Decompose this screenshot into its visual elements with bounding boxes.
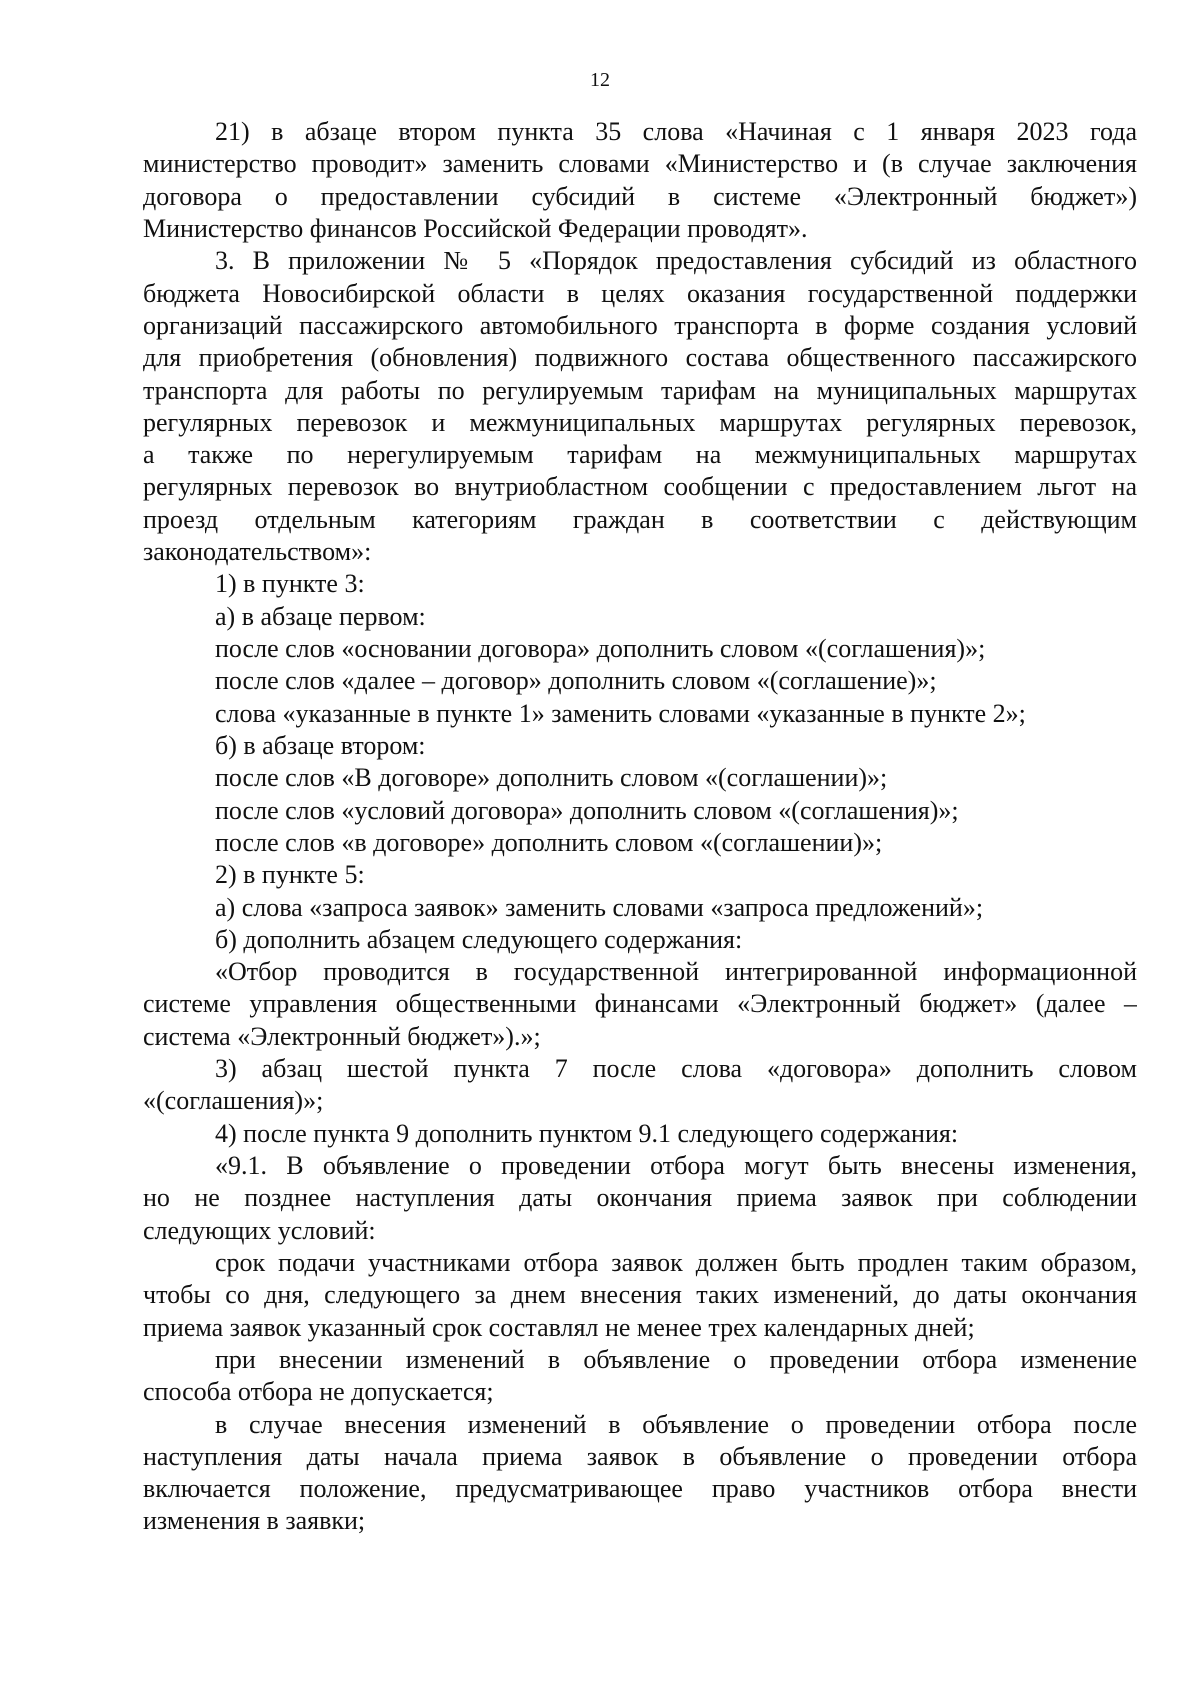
text-line: Министерство финансов Российской Федерации проводят». (143, 213, 808, 243)
text-line: системе управления общественными финансами «Электронный бюджет» (далее – (143, 989, 1137, 1019)
text-line: приема заявок указанный срок составлял не менее трех календарных дней; (143, 1312, 975, 1342)
text-line: срок подачи участниками отбора заявок должен быть продлен таким образом, (215, 1247, 1137, 1277)
text-line: изменения в заявки; (143, 1506, 366, 1536)
text-line: а также по нерегулируемым тарифам на межмуниципальных маршрутах (143, 440, 1137, 470)
text-line: после слов «основании договора» дополнить словом «(соглашения)»; (215, 634, 986, 663)
text-line: после слов «В договоре» дополнить словом «(соглашении)»; (215, 763, 888, 793)
text-line: транспорта для работы по регулируемым тарифам на муниципальных маршрутах (143, 375, 1137, 405)
text-line: б) дополнить абзацем следующего содержания: (215, 924, 743, 954)
text-line: а) в абзаце первом: (215, 601, 426, 631)
text-line: «Отбор проводится в государственной интегрированной информационной (215, 957, 1137, 987)
text-line: 21) в абзаце втором пункта 35 слова «Начиная с 1 января 2023 года (215, 117, 1137, 146)
text-line: регулярных перевозок во внутриобластном сообщении с предоставлением льгот на (143, 472, 1137, 502)
document-body (143, 116, 1137, 1538)
text-line: 2) в пункте 5: (215, 860, 365, 890)
text-line: 3. В приложении № 5 «Порядок предоставления субсидий из областного (215, 246, 1137, 276)
text-line: чтобы со дня, следующего за днем внесения таких изменений, до даты окончания (143, 1280, 1137, 1310)
text-line: бюджета Новосибирской области в целях оказания государственной поддержки (143, 278, 1137, 308)
text-line: 4) после пункта 9 дополнить пунктом 9.1 следующего содержания: (215, 1118, 959, 1148)
text-line: при внесении изменений в объявление о проведении отбора изменение (215, 1344, 1137, 1374)
text-line: б) в абзаце втором: (215, 730, 426, 760)
text-line: для приобретения (обновления) подвижного состава общественного пассажирского (143, 343, 1137, 373)
text-line: включается положение, предусматривающее право участников отбора внести (143, 1474, 1137, 1504)
text-line: 1) в пункте 3: (215, 569, 365, 599)
text-line: наступления даты начала приема заявок в объявление о проведении отбора (143, 1441, 1137, 1471)
text-line: регулярных перевозок и межмуниципальных маршрутах регулярных перевозок, (143, 407, 1137, 437)
text-line: а) слова «запроса заявок» заменить словами «запроса предложений»; (215, 892, 984, 922)
page-number: 12 (590, 69, 610, 91)
text-line: слова «указанные в пункте 1» заменить словами «указанные в пункте 2»; (215, 698, 1026, 728)
text-line: после слов «в договоре» дополнить словом «(соглашении)»; (215, 827, 883, 857)
text-line: в случае внесения изменений в объявление о проведении отбора после (215, 1409, 1137, 1439)
text-line: система «Электронный бюджет»).»; (143, 1021, 541, 1051)
text-line: способа отбора не допускается; (143, 1377, 494, 1407)
text-line: но не позднее наступления даты окончания приема заявок при соблюдении (143, 1183, 1137, 1213)
text-line: законодательством»: (143, 537, 372, 567)
text-line: следующих условий: (143, 1215, 376, 1245)
text-line: проезд отдельным категориям граждан в соответствии с действующим (143, 504, 1137, 534)
text-line: министерство проводит» заменить словами «Министерство и (в случае заключения (143, 149, 1137, 179)
text-line: после слов «далее – договор» дополнить словом «(соглашение)»; (215, 666, 937, 696)
text-line: организаций пассажирского автомобильного транспорта в форме создания условий (143, 310, 1137, 340)
text-line: 3) абзац шестой пункта 7 после слова «договора» дополнить словом (215, 1054, 1137, 1084)
text-line: «(соглашения)»; (143, 1086, 324, 1116)
text-line: после слов «условий договора» дополнить словом «(соглашения)»; (215, 795, 959, 825)
text-line: договора о предоставлении субсидий в системе «Электронный бюджет») (143, 181, 1137, 211)
text-line: «9.1. В объявление о проведении отбора могут быть внесены изменения, (215, 1151, 1137, 1180)
